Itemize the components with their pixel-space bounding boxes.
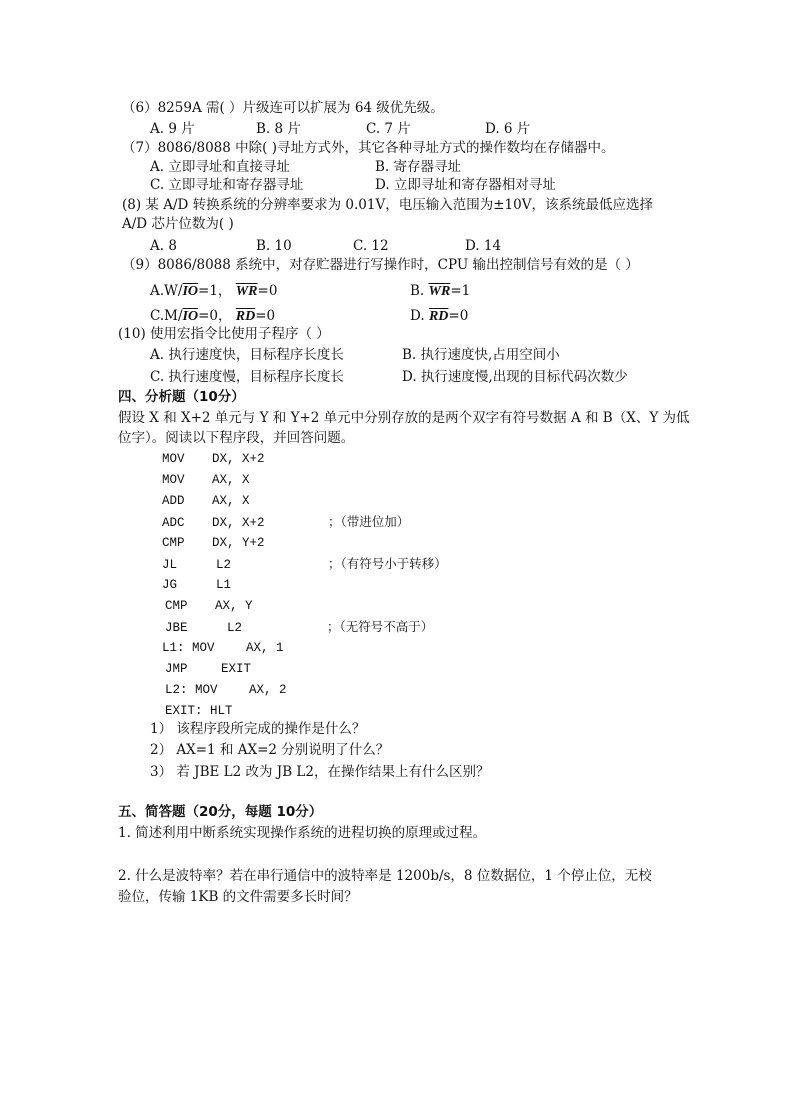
q10-option-a: A. 执行速度快，目标程序长度长 <box>150 347 344 363</box>
code-line <box>162 450 265 468</box>
code-op: ADC <box>162 516 185 530</box>
code-line <box>165 660 251 678</box>
question-8-stem-line2: A/D 芯片位数为( ) <box>122 216 234 232</box>
analysis-question-2: 2） AX=1 和 AX=2 分别说明了什么？ <box>150 742 390 758</box>
code-line <box>165 681 287 699</box>
q7-option-a: A. 立即寻址和直接寻址 <box>150 159 290 175</box>
q9-option-d <box>410 307 468 326</box>
short-answer-question-1: 1. 简述利用中断系统实现操作系统的进程切换的原理或过程。 <box>118 825 487 841</box>
q9-b-post: =1 <box>450 283 471 299</box>
analysis-question-3: 3） 若 JBE L2 改为 JB L2，在操作结果上有什么区别？ <box>150 764 490 780</box>
section-5-heading: 五、简答题（20分，每题 10分） <box>118 804 323 820</box>
question-7-stem: （7）8086/8088 中除( )寻址方式外，其它各种寻址方式的操作数均在存储器中。 <box>122 140 615 156</box>
q6-option-d: D. 6 片 <box>485 121 531 137</box>
code-line <box>162 555 447 574</box>
q9-a-prefix: A.W/ <box>150 283 183 299</box>
code-line <box>162 471 250 489</box>
code-arg: DX, X+2 <box>212 516 265 530</box>
q10-option-c: C. 执行速度慢，目标程序长度长 <box>150 369 344 385</box>
section-4-heading: 四、分析题（10分） <box>118 389 245 405</box>
code-op: L2: MOV <box>165 683 218 697</box>
q10-option-d: D. 执行速度慢,出现的目标代码次数少 <box>402 369 628 385</box>
code-op: ADD <box>162 494 185 508</box>
section-4-intro-line1: 假设 X 和 X+2 单元与 Y 和 Y+2 单元中分别存放的是两个双字有符号数据 A 和 B（X、Y 为低 <box>118 410 690 426</box>
q9-d-rd-signal: $\overline{RD}$ <box>428 309 449 324</box>
code-arg: DX, Y+2 <box>212 536 265 550</box>
short-answer-question-2-line1: 2. 什么是波特率？若在串行通信中的波特率是 1200b/s，8 位数据位，1 个停止位，无校 <box>118 868 652 884</box>
q6-option-c: C. 7 片 <box>366 121 411 137</box>
q9-c-rd-signal: $\overline{RD}$ <box>235 309 256 324</box>
code-op: JBE <box>165 621 188 635</box>
code-line <box>162 576 231 594</box>
q9-c-mid: =0， <box>198 308 232 324</box>
code-op: MOV <box>162 452 185 466</box>
code-arg: L2 <box>216 558 232 572</box>
q9-d-post: =0 <box>448 308 469 324</box>
q9-option-b <box>410 282 470 301</box>
q7-option-c: C. 立即寻址和寄存器寻址 <box>150 177 304 193</box>
section-4-intro-line2: 位字）。阅读以下程序段，并回答问题。 <box>118 430 355 446</box>
code-arg: DX, X+2 <box>212 452 265 466</box>
q9-b-prefix: B. <box>410 283 425 299</box>
q9-c-prefix: C.M/ <box>150 308 183 324</box>
code-line <box>162 513 409 532</box>
code-line <box>165 597 253 615</box>
q6-option-b: B. 8 片 <box>256 121 301 137</box>
q9-c-post: =0 <box>255 308 276 324</box>
q9-b-wr-signal: $\overline{WR}$ <box>428 284 451 299</box>
code-line <box>165 702 233 720</box>
question-9-stem: （9）8086/8088 系统中，对存贮器进行写操作时，CPU 输出控制信号有效的是（ ） <box>122 257 639 273</box>
code-comment: ；（带进位加） <box>328 514 410 529</box>
q8-option-b: B. 10 <box>256 238 292 254</box>
code-arg: AX, Y <box>215 599 253 613</box>
q9-a-wr-signal: $\overline{WR}$ <box>235 284 258 299</box>
code-op: CMP <box>165 599 188 613</box>
code-arg: L1 <box>216 578 232 592</box>
code-op: EXIT: HLT <box>165 704 233 718</box>
q9-a-mid: =1， <box>198 283 232 299</box>
code-op: MOV <box>162 473 185 487</box>
q6-option-a: A. 9 片 <box>150 121 195 137</box>
code-comment: ；（无符号不高于） <box>327 619 434 634</box>
code-op: JL <box>162 558 178 572</box>
code-op: JMP <box>165 662 188 676</box>
code-arg: AX, X <box>212 473 250 487</box>
question-10-stem: (10) 使用宏指令比使用子程序（ ） <box>118 326 330 342</box>
code-arg: EXIT <box>221 662 252 676</box>
code-line <box>162 534 265 552</box>
q9-a-post: =0 <box>257 283 278 299</box>
q9-c-io-signal: $\overline{IO}$ <box>182 309 199 324</box>
q9-d-prefix: D. <box>410 308 425 324</box>
question-8-stem-line1: (8) 某 A/D 转换系统的分辨率要求为 0.01V，电压输入范围为±10V，该系统最低应选择 <box>122 197 653 213</box>
question-6-stem: （6）8259A 需( ）片级连可以扩展为 64 级优先级。 <box>122 100 444 116</box>
q8-option-d: D. 14 <box>465 238 502 254</box>
code-line <box>165 618 433 637</box>
analysis-question-1: 1） 该程序段所完成的操作是什么？ <box>150 721 366 737</box>
code-line <box>162 639 284 657</box>
q9-option-a <box>150 282 277 301</box>
q7-option-d: D. 立即寻址和寄存器相对寻址 <box>375 177 556 193</box>
code-arg: L2 <box>227 621 243 635</box>
code-line <box>162 492 250 510</box>
code-op: JG <box>162 578 178 592</box>
code-arg: AX, 2 <box>249 683 287 697</box>
q9-a-io-signal: $\overline{IO}$ <box>182 284 199 299</box>
code-arg: AX, X <box>212 494 250 508</box>
code-op: L1: MOV <box>162 641 215 655</box>
code-arg: AX, 1 <box>246 641 284 655</box>
q7-option-b: B. 寄存器寻址 <box>375 159 462 175</box>
code-op: CMP <box>162 536 185 550</box>
short-answer-question-2-line2: 验位，传输 1KB 的文件需要多长时间？ <box>118 889 358 905</box>
q8-option-c: C. 12 <box>353 238 389 254</box>
q8-option-a: A. 8 <box>150 238 177 254</box>
q10-option-b: B. 执行速度快,占用空间小 <box>402 347 560 363</box>
code-comment: ；（有符号小于转移） <box>328 556 447 571</box>
q9-option-c <box>150 307 275 326</box>
